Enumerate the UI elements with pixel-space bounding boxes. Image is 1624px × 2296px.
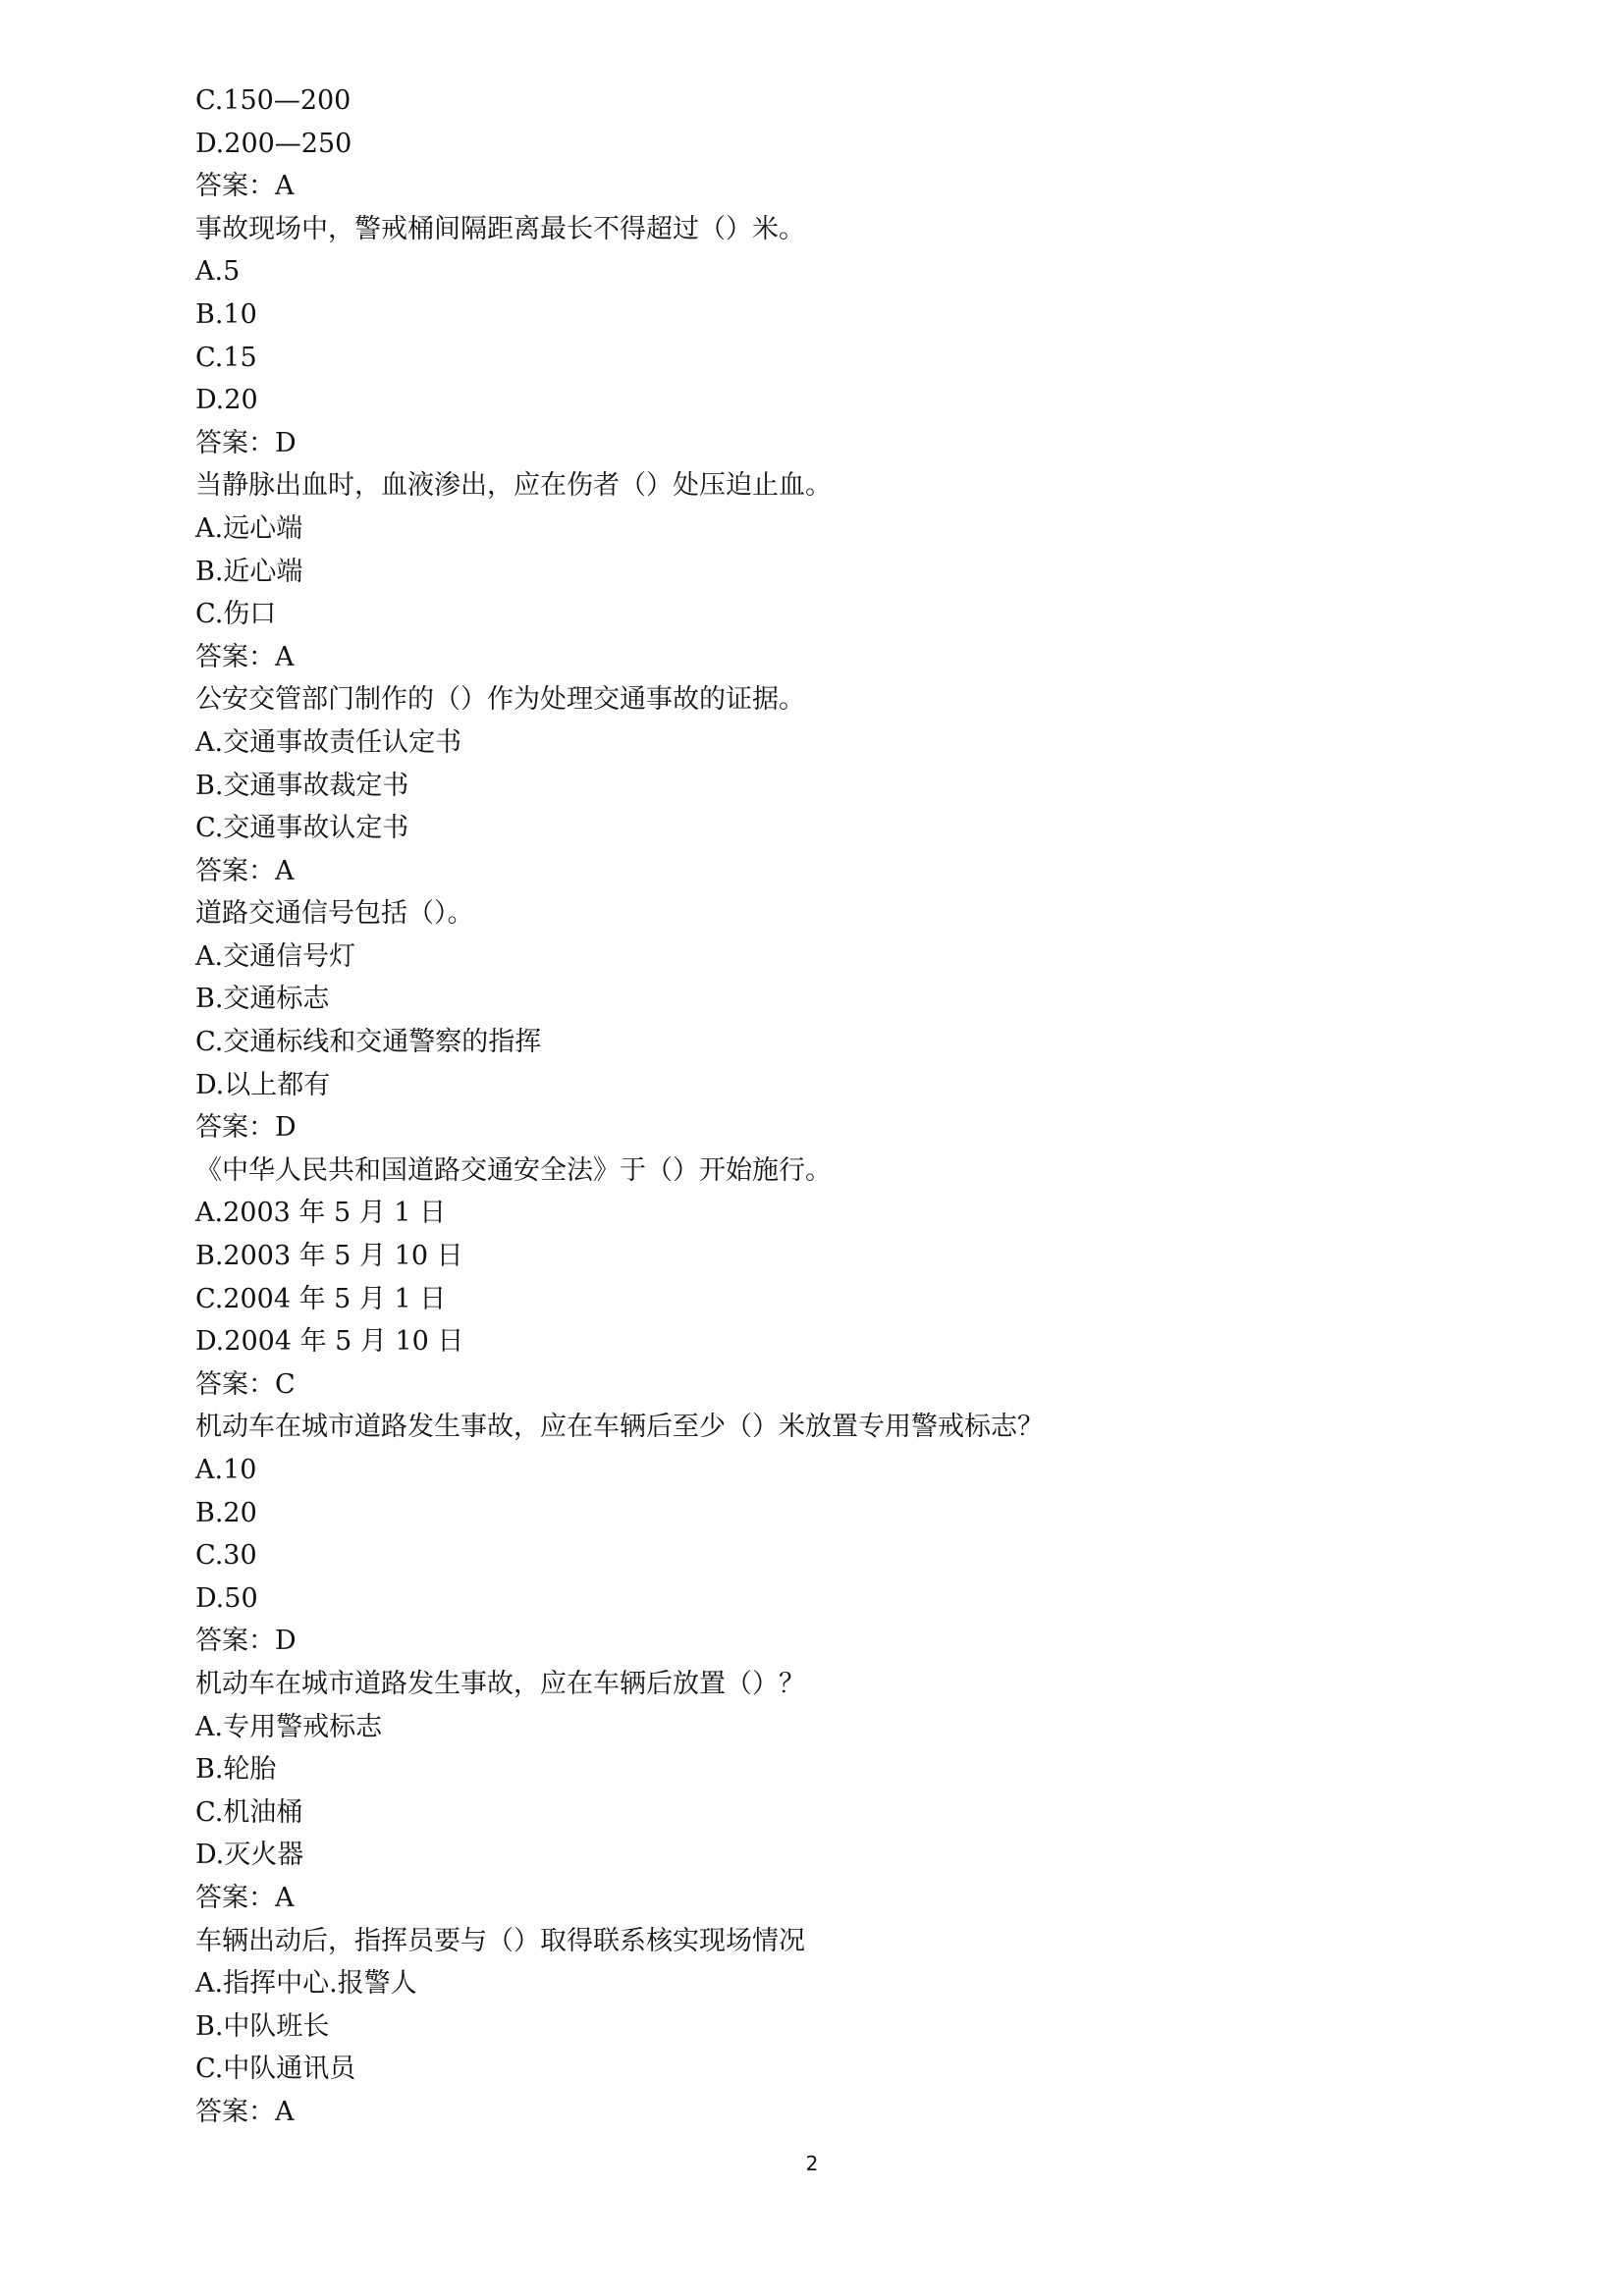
question-list [195,80,1452,2134]
answer-line: 答案：D [195,427,297,458]
option-line: D.50 [195,1582,258,1614]
option-line: C.2004 年 5 月 1 日 [195,1283,447,1314]
option-line: A.远心端 [195,512,303,544]
option-line: D.灭火器 [195,1840,304,1871]
answer-line: 答案：D [195,1112,297,1144]
answer-line: 答案：A [195,641,295,672]
option-line: A.指挥中心.报警人 [195,1968,417,2000]
option-line: B.交通事故裁定书 [195,770,409,801]
question-line: 车辆出动后，指挥员要与（）取得联系核实现场情况 [195,1925,805,1956]
option-line: A.专用警戒标志 [195,1711,383,1742]
question-line: 事故现场中，警戒桶间隔距离最长不得超过（）米。 [195,213,805,244]
option-line: B.20 [195,1497,257,1528]
option-line: D.2004 年 5 月 10 日 [195,1326,464,1358]
answer-line: 答案：C [195,1368,296,1400]
question-line: 机动车在城市道路发生事故，应在车辆后放置（）？ [195,1668,805,1699]
option-line: A.交通事故责任认定书 [195,726,462,758]
question-line: 道路交通信号包括（）。 [195,898,474,930]
answer-line: 答案：A [195,855,295,886]
option-line: A.交通信号灯 [195,940,356,972]
option-line: B.轮胎 [195,1754,277,1786]
option-line: C.交通标线和交通警察的指挥 [195,1027,542,1058]
option-line: C.30 [195,1540,257,1572]
option-line: B.10 [195,298,257,330]
answer-line: 答案：A [195,1882,295,1913]
option-line: B.中队班长 [195,2010,330,2042]
option-line: B.近心端 [195,556,303,587]
option-line: B.2003 年 5 月 10 日 [195,1241,463,1272]
option-line: C.15 [195,342,257,373]
answer-line: 答案：A [195,2096,295,2127]
option-line: A.2003 年 5 月 1 日 [195,1198,447,1229]
text-line: D.200—250 [195,128,352,159]
option-line: A.5 [195,256,241,288]
option-line: C.机油桶 [195,1796,303,1828]
option-line: C.中队通讯员 [195,2054,356,2085]
question-line: 《中华人民共和国道路交通安全法》于（）开始施行。 [195,1154,832,1186]
option-line: B.交通标志 [195,984,330,1015]
option-line: A.10 [195,1455,257,1485]
option-line: D.20 [195,385,258,416]
page-number: 2 [805,2152,819,2175]
option-line: D.以上都有 [195,1069,331,1100]
question-line: 当静脉出血时，血液渗出，应在伤者（）处压迫止血。 [195,470,832,502]
option-line: C.伤口 [195,599,277,630]
question-line: 公安交管部门制作的（）作为处理交通事故的证据。 [195,684,805,716]
option-line: C.交通事故认定书 [195,813,409,844]
answer-line: 答案：A [195,171,295,202]
answer-line: 答案：D [195,1626,297,1657]
text-line: C.150—200 [195,85,352,116]
question-line: 机动车在城市道路发生事故，应在车辆后至少（）米放置专用警戒标志？ [195,1412,1044,1443]
